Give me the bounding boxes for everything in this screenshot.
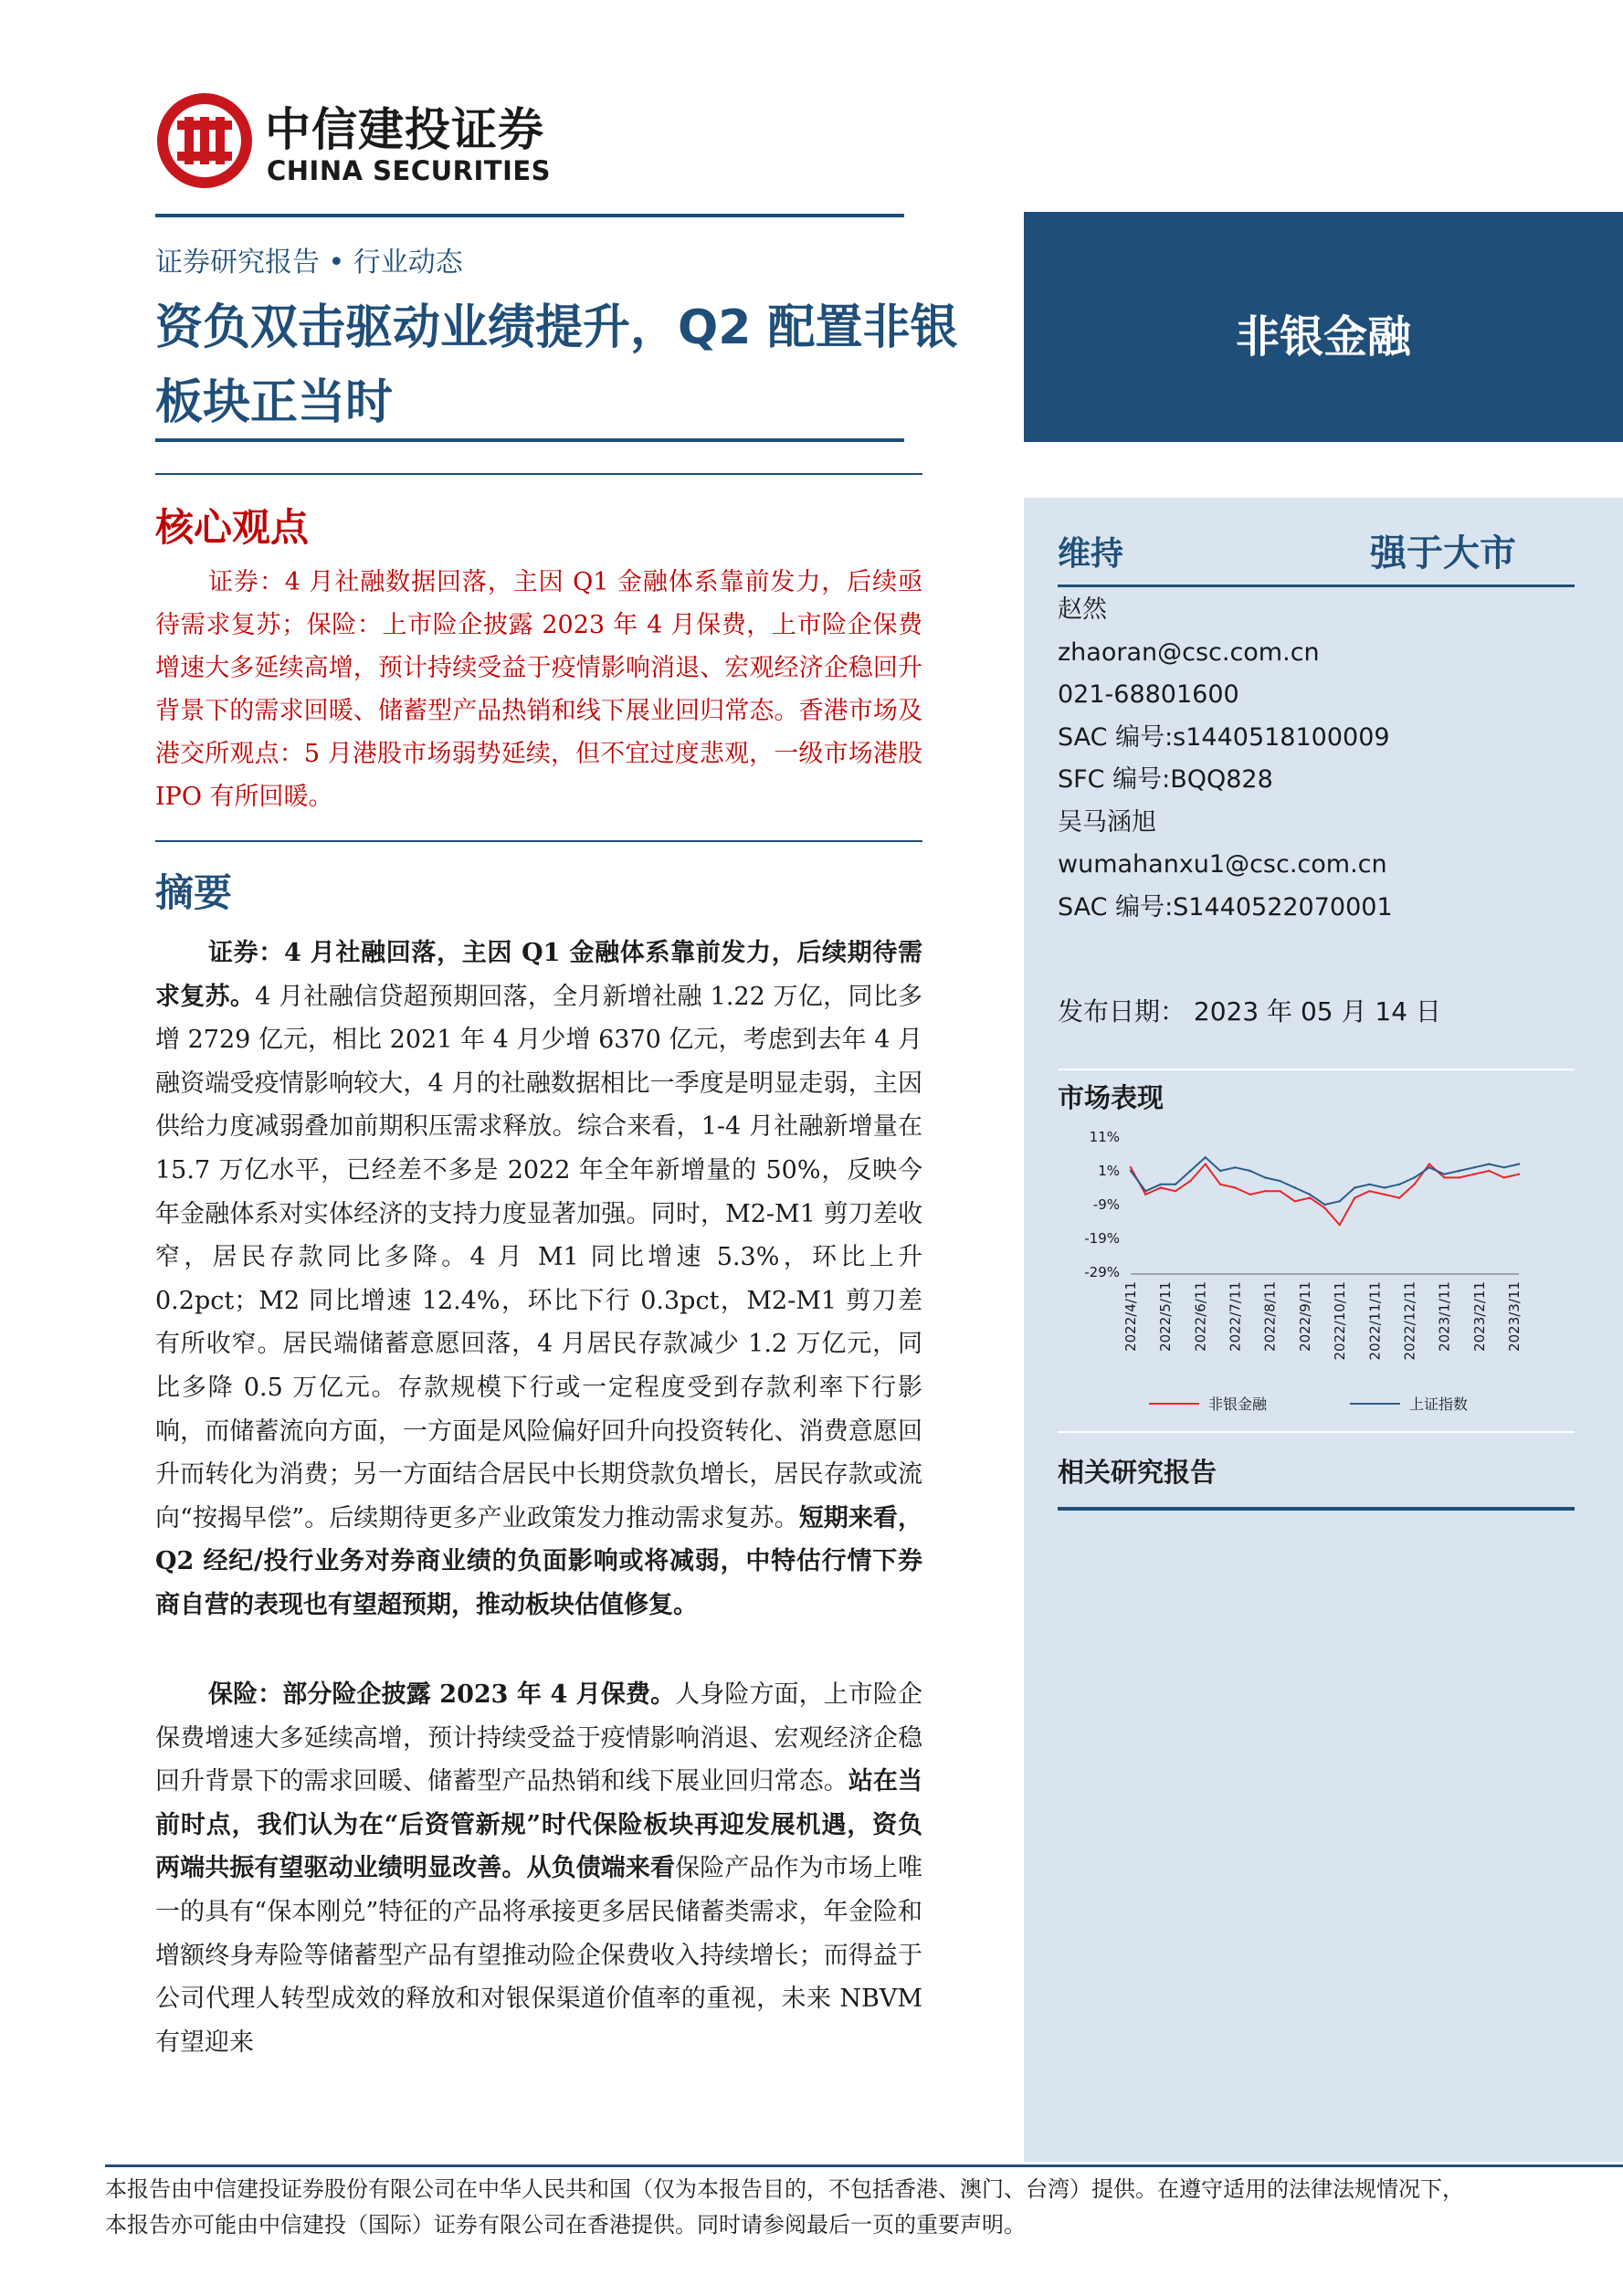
analyst-sac: SAC 编号:s1440518100009 <box>1058 722 1390 752</box>
company-logo <box>155 91 585 192</box>
paragraph-emphasis: 站在当前时点，我们认为在“后资管新规”时代保险板块再迎发展机遇，资负两端共振有望驱动业绩明显改善。从负债端来看 <box>155 1767 923 1883</box>
data-point <box>1279 1190 1280 1192</box>
analyst-info <box>1058 589 1575 929</box>
y-tick-label: 11% <box>1089 1129 1120 1145</box>
data-point <box>1488 1163 1490 1164</box>
data-point <box>1309 1194 1311 1195</box>
divider <box>1058 585 1575 587</box>
logo-mark-icon <box>155 91 254 190</box>
data-point <box>1518 1163 1520 1164</box>
market-performance-title: 市场表现 <box>1058 1082 1165 1113</box>
legend-label: 非银金融 <box>1208 1396 1268 1413</box>
data-point <box>1219 1170 1221 1172</box>
data-point <box>1502 1176 1504 1178</box>
data-point <box>1130 1166 1132 1168</box>
x-tick-label: 2022/11/11 <box>1366 1281 1384 1361</box>
data-point <box>1175 1184 1176 1185</box>
data-point <box>1205 1163 1207 1164</box>
x-tick-label: 2022/9/11 <box>1296 1281 1313 1352</box>
chart-svg <box>1058 1119 1575 1420</box>
analyst-name: 赵然 <box>1058 595 1107 624</box>
analyst-email: zhaoran@csc.com.cn <box>1058 637 1320 667</box>
y-tick-label: -29% <box>1084 1264 1120 1280</box>
summary-paragraph-insurance <box>155 1673 922 2064</box>
page-title: 资负双击驱动业绩提升，Q2 配置非银板块正当时 <box>155 300 958 430</box>
data-point <box>1159 1184 1161 1185</box>
legend-label: 上证指数 <box>1409 1396 1469 1413</box>
data-point <box>1219 1184 1221 1185</box>
x-tick-label: 2022/4/11 <box>1122 1281 1139 1352</box>
data-point <box>1473 1174 1475 1175</box>
data-point <box>1488 1170 1490 1172</box>
data-point <box>1428 1163 1430 1164</box>
footer-line: 本报告亦可能由中信建投（国际）证券有限公司在香港提供。同时请参阅最后一页的重要声明。 <box>105 2212 1026 2238</box>
data-point <box>1249 1194 1251 1195</box>
data-point <box>1294 1186 1296 1188</box>
analyst-name: 吴马涵旭 <box>1058 807 1156 837</box>
analyst-email: wumahanxu1@csc.com.cn <box>1058 850 1387 879</box>
x-tick-label: 2022/7/11 <box>1227 1281 1244 1352</box>
data-point <box>1443 1176 1445 1178</box>
core-view-heading: 核心观点 <box>155 505 310 550</box>
market-performance-chart <box>1058 1119 1575 1420</box>
data-point <box>1294 1200 1296 1202</box>
data-point <box>1189 1170 1191 1172</box>
paragraph-body: 保险产品作为市场上唯一的具有“保本刚兑”特征的产品将承接更多居民储蓄类需求，年金险和增额终身寿险等储蓄型产品有望推动险企保费收入持续增长；而得益于公司代理人转型成效的释放和对银保渠道价值率的重视，未来 NBVM 有望迎来 <box>155 1854 923 2057</box>
divider <box>105 2164 1623 2167</box>
x-tick-label: 2023/1/11 <box>1436 1281 1453 1352</box>
x-tick-label: 2023/2/11 <box>1470 1281 1488 1352</box>
logo-name-en: CHINA SECURITIES <box>267 155 552 186</box>
divider <box>155 214 904 217</box>
related-reports-title: 相关研究报告 <box>1058 1457 1217 1488</box>
analyst-sac: SAC 编号:S1440522070001 <box>1058 892 1393 922</box>
y-tick-label: 1% <box>1098 1163 1120 1179</box>
data-point <box>1384 1186 1386 1188</box>
divider <box>155 473 922 475</box>
data-point <box>1458 1176 1460 1178</box>
data-point <box>1428 1166 1430 1168</box>
data-point <box>1309 1196 1311 1198</box>
data-point <box>1368 1184 1370 1185</box>
data-point <box>1159 1186 1161 1188</box>
paragraph-lead: 证券：4 月社融回落，主因 Q1 金融体系靠前发力，后续期待需求复苏。 <box>155 939 922 1011</box>
data-point <box>1323 1204 1325 1206</box>
summary-paragraph-securities <box>155 932 922 1627</box>
rating-value: 强于大市 <box>1370 532 1516 574</box>
x-tick-label: 2022/10/11 <box>1332 1281 1349 1361</box>
data-point <box>1368 1190 1370 1192</box>
data-point <box>1130 1170 1132 1172</box>
summary-heading: 摘要 <box>155 870 233 915</box>
footer-line: 本报告由中信建投证券股份有限公司在中华人民共和国（仅为本报告目的，不包括香港、澳门、台湾）提供。在遵守适用的法律法规情况下， <box>105 2176 1464 2202</box>
data-point <box>1175 1190 1176 1192</box>
paragraph-body: 4 月社融信贷超预期回落，全月新增社融 1.22 万亿，同比多增 2729 亿元，相比 2021 年 4 月少增 6370 亿元，考虑到去年 4 月融资端受疫情影响较大，4 月的社融数据相比一季度是明显走弱，主因供给力度减弱叠加前期积压需求释放。综合来看，1-4 月社融新增量在 15.7 万亿水平，已经差不多是 2022 年全年新增量的 50%，反映今年金融体系对实体经济的支持力度显著加强。同时，M2-M1 剪刀差收窄，居民存款同比多降。4 月 M1 同比增速 5.3%，环比上升 0.2pct；M2 同比增速 12.4%，环比下行 0.3pct，M2-M1 剪刀差有所收窄。居民端储蓄意愿回落，4 月居民存款减少 1.2 万亿元，同比多降 0.5 万亿元。存款规模下行或一定程度受到存款利率下行影响，而储蓄流向方面，一方面是风险偏好回升向投资转化、消费意愿回升而转化为消费；另一方面结合居民中长期贷款负增长，居民存款或流向“按揭早偿”。后续期待更多产业政策发力推动需求复苏。 <box>155 982 923 1532</box>
divider <box>1058 1431 1575 1433</box>
data-point <box>1398 1184 1400 1185</box>
x-tick-label: 2022/12/11 <box>1401 1281 1418 1361</box>
logo-name-cn: 中信建投证券 <box>265 103 544 156</box>
data-point <box>1502 1166 1504 1168</box>
x-tick-label: 2022/6/11 <box>1192 1281 1209 1352</box>
analyst-phone: 021-68801600 <box>1058 680 1239 709</box>
data-point <box>1264 1190 1266 1192</box>
data-point <box>1354 1196 1355 1198</box>
report-type: 证券研究报告 • 行业动态 <box>155 247 463 279</box>
data-point <box>1323 1207 1325 1209</box>
data-point <box>1339 1200 1341 1202</box>
core-view-text: 证券：4 月社融数据回落，主因 Q1 金融体系靠前发力，后续亟待需求复苏；保险：上市险企披露 2023 年 4 月保费，上市险企保费增速大多延续高增，预计持续受益于疫情影响消退、宏观经济企稳回升背景下的需求回暖、储蓄型产品热销和线下展业回归常态。香港市场及港交所观点：5 月港股市场弱势延续，但不宜过度悲观，一级市场港股 IPO 有所回暖。 <box>155 568 922 811</box>
data-point <box>1279 1180 1280 1182</box>
data-point <box>1234 1186 1236 1188</box>
x-tick-label: 2023/3/11 <box>1506 1281 1523 1352</box>
paragraph-body: 人身险方面，上市险企保费增速大多延续高增，预计持续受益于疫情影响消退、宏观经济企稳回升背景下的需求回暖、储蓄型产品热销和线下展业回归常态。 <box>155 1680 922 1796</box>
paragraph-conclusion: 短期来看，Q2 经纪/投行业务对券商业绩的负面影响或将减弱，中特估行情下券商自营的表现也有望超预期，推动板块估值修复。 <box>155 1503 922 1619</box>
data-point <box>1249 1170 1251 1172</box>
data-point <box>1144 1190 1146 1192</box>
footer-disclaimer <box>105 2172 1623 2243</box>
rating-action: 维持 <box>1058 535 1124 573</box>
x-tick-label: 2022/8/11 <box>1261 1281 1279 1352</box>
x-tick-label: 2022/5/11 <box>1157 1281 1175 1352</box>
divider <box>155 438 904 442</box>
divider <box>1058 1507 1575 1511</box>
divider <box>1058 1069 1575 1070</box>
data-point <box>1473 1166 1475 1168</box>
data-point <box>1234 1166 1236 1168</box>
data-point <box>1458 1170 1460 1172</box>
data-point <box>1339 1224 1341 1226</box>
data-point <box>1398 1196 1400 1198</box>
data-point <box>1189 1180 1191 1182</box>
sector-label: 非银金融 <box>1235 311 1411 363</box>
divider <box>155 840 922 842</box>
data-point <box>1354 1186 1355 1188</box>
data-point <box>1264 1176 1266 1178</box>
y-tick-label: -9% <box>1092 1196 1120 1213</box>
y-tick-label: -19% <box>1084 1230 1120 1247</box>
paragraph-lead: 保险：部分险企披露 2023 年 4 月保费。 <box>208 1680 676 1709</box>
data-point <box>1205 1156 1207 1158</box>
data-point <box>1413 1176 1415 1178</box>
data-point <box>1443 1174 1445 1175</box>
data-point <box>1413 1184 1415 1185</box>
data-point <box>1144 1194 1146 1195</box>
analyst-sfc: SFC 编号:BQQ828 <box>1058 765 1273 794</box>
data-point <box>1384 1194 1386 1195</box>
publish-date: 发布日期： 2023 年 05 月 14 日 <box>1058 996 1441 1027</box>
data-point <box>1518 1174 1520 1175</box>
